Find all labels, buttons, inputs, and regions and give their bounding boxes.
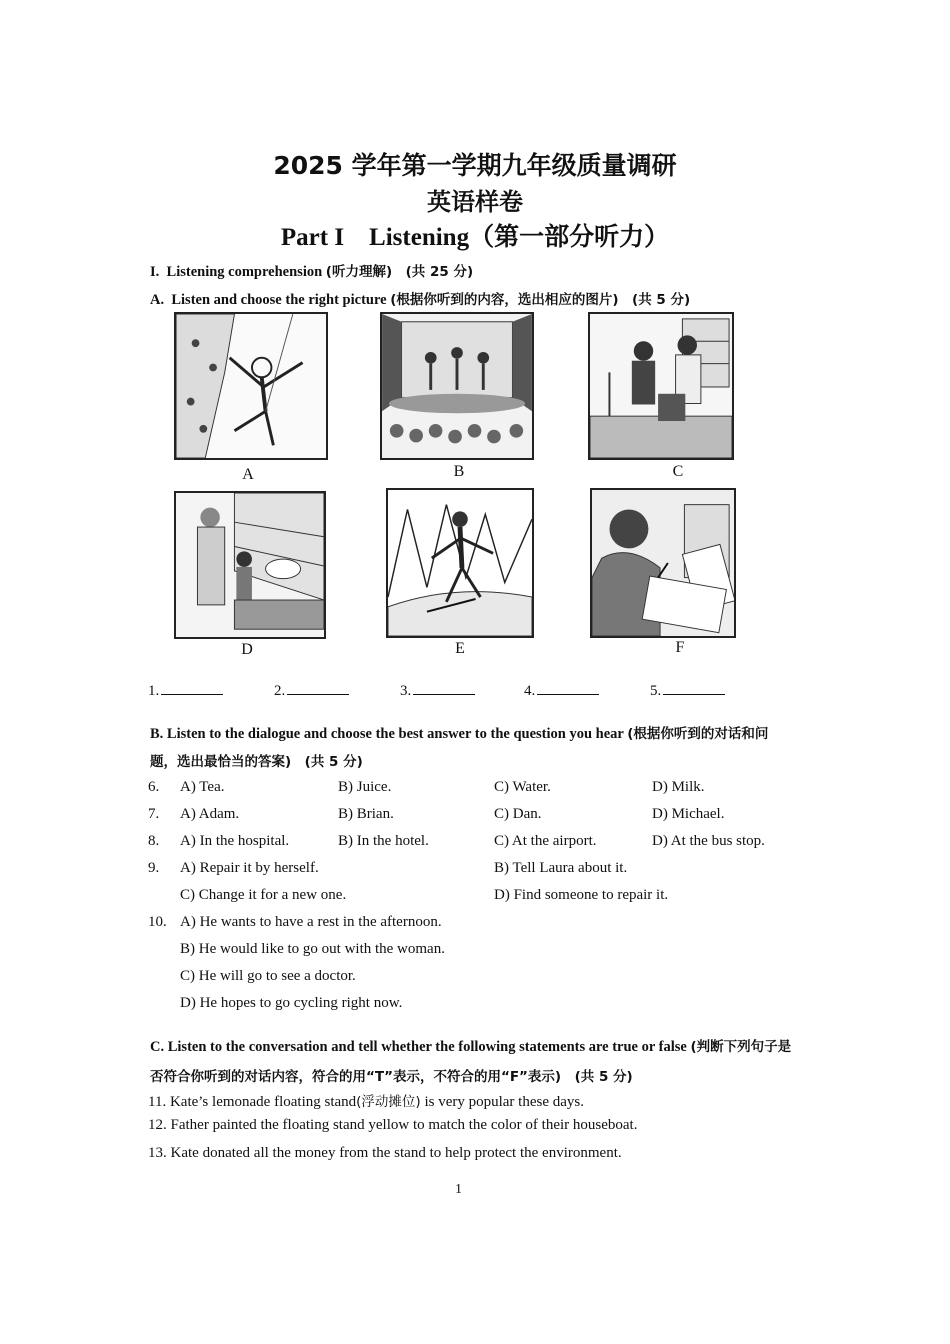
answer-line[interactable] [413, 680, 475, 695]
page-number: 1 [455, 1182, 462, 1197]
picture-c-science-project[interactable] [588, 312, 734, 460]
statement-text-end: is very popular these days. [420, 1094, 584, 1110]
question-number: 7. [148, 806, 160, 822]
question-number: 8. [148, 833, 160, 849]
farm-visit-illustration [176, 493, 324, 637]
option-8b[interactable]: B) In the hotel. [338, 833, 429, 849]
drawing-comics-illustration [592, 490, 734, 636]
section-a-num: A. [150, 292, 165, 308]
section-b-label: Listen to the dialogue and choose the best answer to the question you hear [166, 726, 624, 742]
option-7a[interactable]: A) Adam. [180, 806, 240, 822]
statement-13 [148, 1145, 622, 1162]
picture-d-label: D [241, 641, 253, 658]
option-6c[interactable]: C) Water. [494, 779, 551, 795]
section-i-num: I. [150, 264, 160, 280]
rock-climbing-illustration [176, 314, 326, 458]
section-a-zh: (根据你听到的内容，选出相应的图片) (共 5 分) [390, 292, 691, 308]
answer-blank-5[interactable] [650, 680, 725, 700]
option-7c[interactable]: C) Dan. [494, 806, 542, 822]
picture-a-rock-climbing[interactable] [174, 312, 328, 460]
exam-title: 2025 学年第一学期九年级质量调研 [273, 151, 677, 180]
picture-b-label: B [453, 463, 465, 480]
statement-number: 11. [148, 1094, 167, 1110]
answer-line[interactable] [287, 680, 349, 695]
answer-blank-2[interactable] [274, 680, 349, 700]
option-9c[interactable]: C) Change it for a new one. [180, 887, 347, 903]
statement-number: 13. [148, 1145, 167, 1161]
option-10d[interactable]: D) He hopes to go cycling right now. [180, 995, 403, 1011]
option-9b[interactable]: B) Tell Laura about it. [494, 860, 628, 876]
answer-blank-3[interactable] [400, 680, 475, 700]
statement-number: 12. [148, 1117, 167, 1133]
blank-number: 1. [148, 683, 160, 699]
option-9d[interactable]: D) Find someone to repair it. [494, 887, 669, 903]
option-8c[interactable]: C) At the airport. [494, 833, 597, 849]
option-10b[interactable]: B) He would like to go out with the woman. [180, 941, 445, 957]
picture-a-label: A [242, 466, 254, 483]
picture-f-label: F [675, 639, 685, 656]
option-10a[interactable]: A) He wants to have a rest in the afternoon. [180, 914, 442, 930]
question-number: 9. [148, 860, 160, 876]
answer-blank-1[interactable] [148, 680, 223, 700]
picture-e-label: E [455, 640, 465, 657]
picture-c-label: C [672, 463, 684, 480]
option-6d[interactable]: D) Milk. [652, 779, 705, 795]
option-7d[interactable]: D) Michael. [652, 806, 725, 822]
picture-f-drawing-comics[interactable] [590, 488, 736, 638]
section-i-zh: (听力理解) (共 25 分) [325, 264, 474, 280]
option-6b[interactable]: B) Juice. [338, 779, 392, 795]
skiing-illustration [388, 490, 532, 636]
section-i-heading [150, 260, 473, 281]
science-project-illustration [590, 314, 732, 458]
section-b-heading [150, 720, 790, 776]
picture-b-band-concert[interactable] [380, 312, 534, 460]
blank-number: 5. [650, 683, 662, 699]
picture-d-farm-visit[interactable] [174, 491, 326, 639]
question-number: 10. [148, 914, 167, 930]
statement-zh-note: (浮动摊位) [356, 1094, 421, 1110]
option-6a[interactable]: A) Tea. [180, 779, 225, 795]
answer-line[interactable] [161, 680, 223, 695]
section-b-zh: (根据你听到的对话和问题，选出最恰当的答案) (共 5 分) [150, 726, 769, 770]
section-b-num: B. [150, 726, 164, 742]
blank-number: 4. [524, 683, 536, 699]
band-concert-illustration [382, 314, 532, 458]
answer-line[interactable] [537, 680, 599, 695]
section-c-zh: (判断下列句子是否符合你听到的对话内容，符合的用“T”表示，不符合的用“F”表示) (共 5 分) [150, 1039, 792, 1085]
section-c-num: C. [150, 1039, 165, 1055]
section-c-heading [150, 1032, 800, 1092]
option-10c[interactable]: C) He will go to see a doctor. [180, 968, 356, 984]
question-number: 6. [148, 779, 160, 795]
answer-line[interactable] [663, 680, 725, 695]
exam-subtitle: 英语样卷 [427, 188, 523, 216]
statement-text: Kate’s lemonade floating stand [169, 1094, 357, 1110]
option-8d[interactable]: D) At the bus stop. [652, 833, 765, 849]
statement-text: Father painted the floating stand yellow to match the color of their houseboat. [170, 1117, 638, 1133]
option-9a[interactable]: A) Repair it by herself. [180, 860, 319, 876]
statement-text: Kate donated all the money from the stand to help protect the environment. [170, 1145, 622, 1161]
section-a-label: Listen and choose the right picture [171, 292, 387, 308]
section-c-label: Listen to the conversation and tell whether the following statements are true or false [167, 1039, 687, 1055]
section-i-label: Listening comprehension [166, 264, 323, 280]
blank-number: 2. [274, 683, 286, 699]
statement-12 [148, 1117, 637, 1134]
option-7b[interactable]: B) Brian. [338, 806, 394, 822]
section-a-heading [150, 288, 690, 309]
blank-number: 3. [400, 683, 412, 699]
option-8a[interactable]: A) In the hospital. [180, 833, 290, 849]
part-title: Part I Listening（第一部分听力） [280, 224, 670, 251]
picture-e-skiing[interactable] [386, 488, 534, 638]
statement-11 [148, 1090, 584, 1111]
answer-blank-4[interactable] [524, 680, 599, 700]
